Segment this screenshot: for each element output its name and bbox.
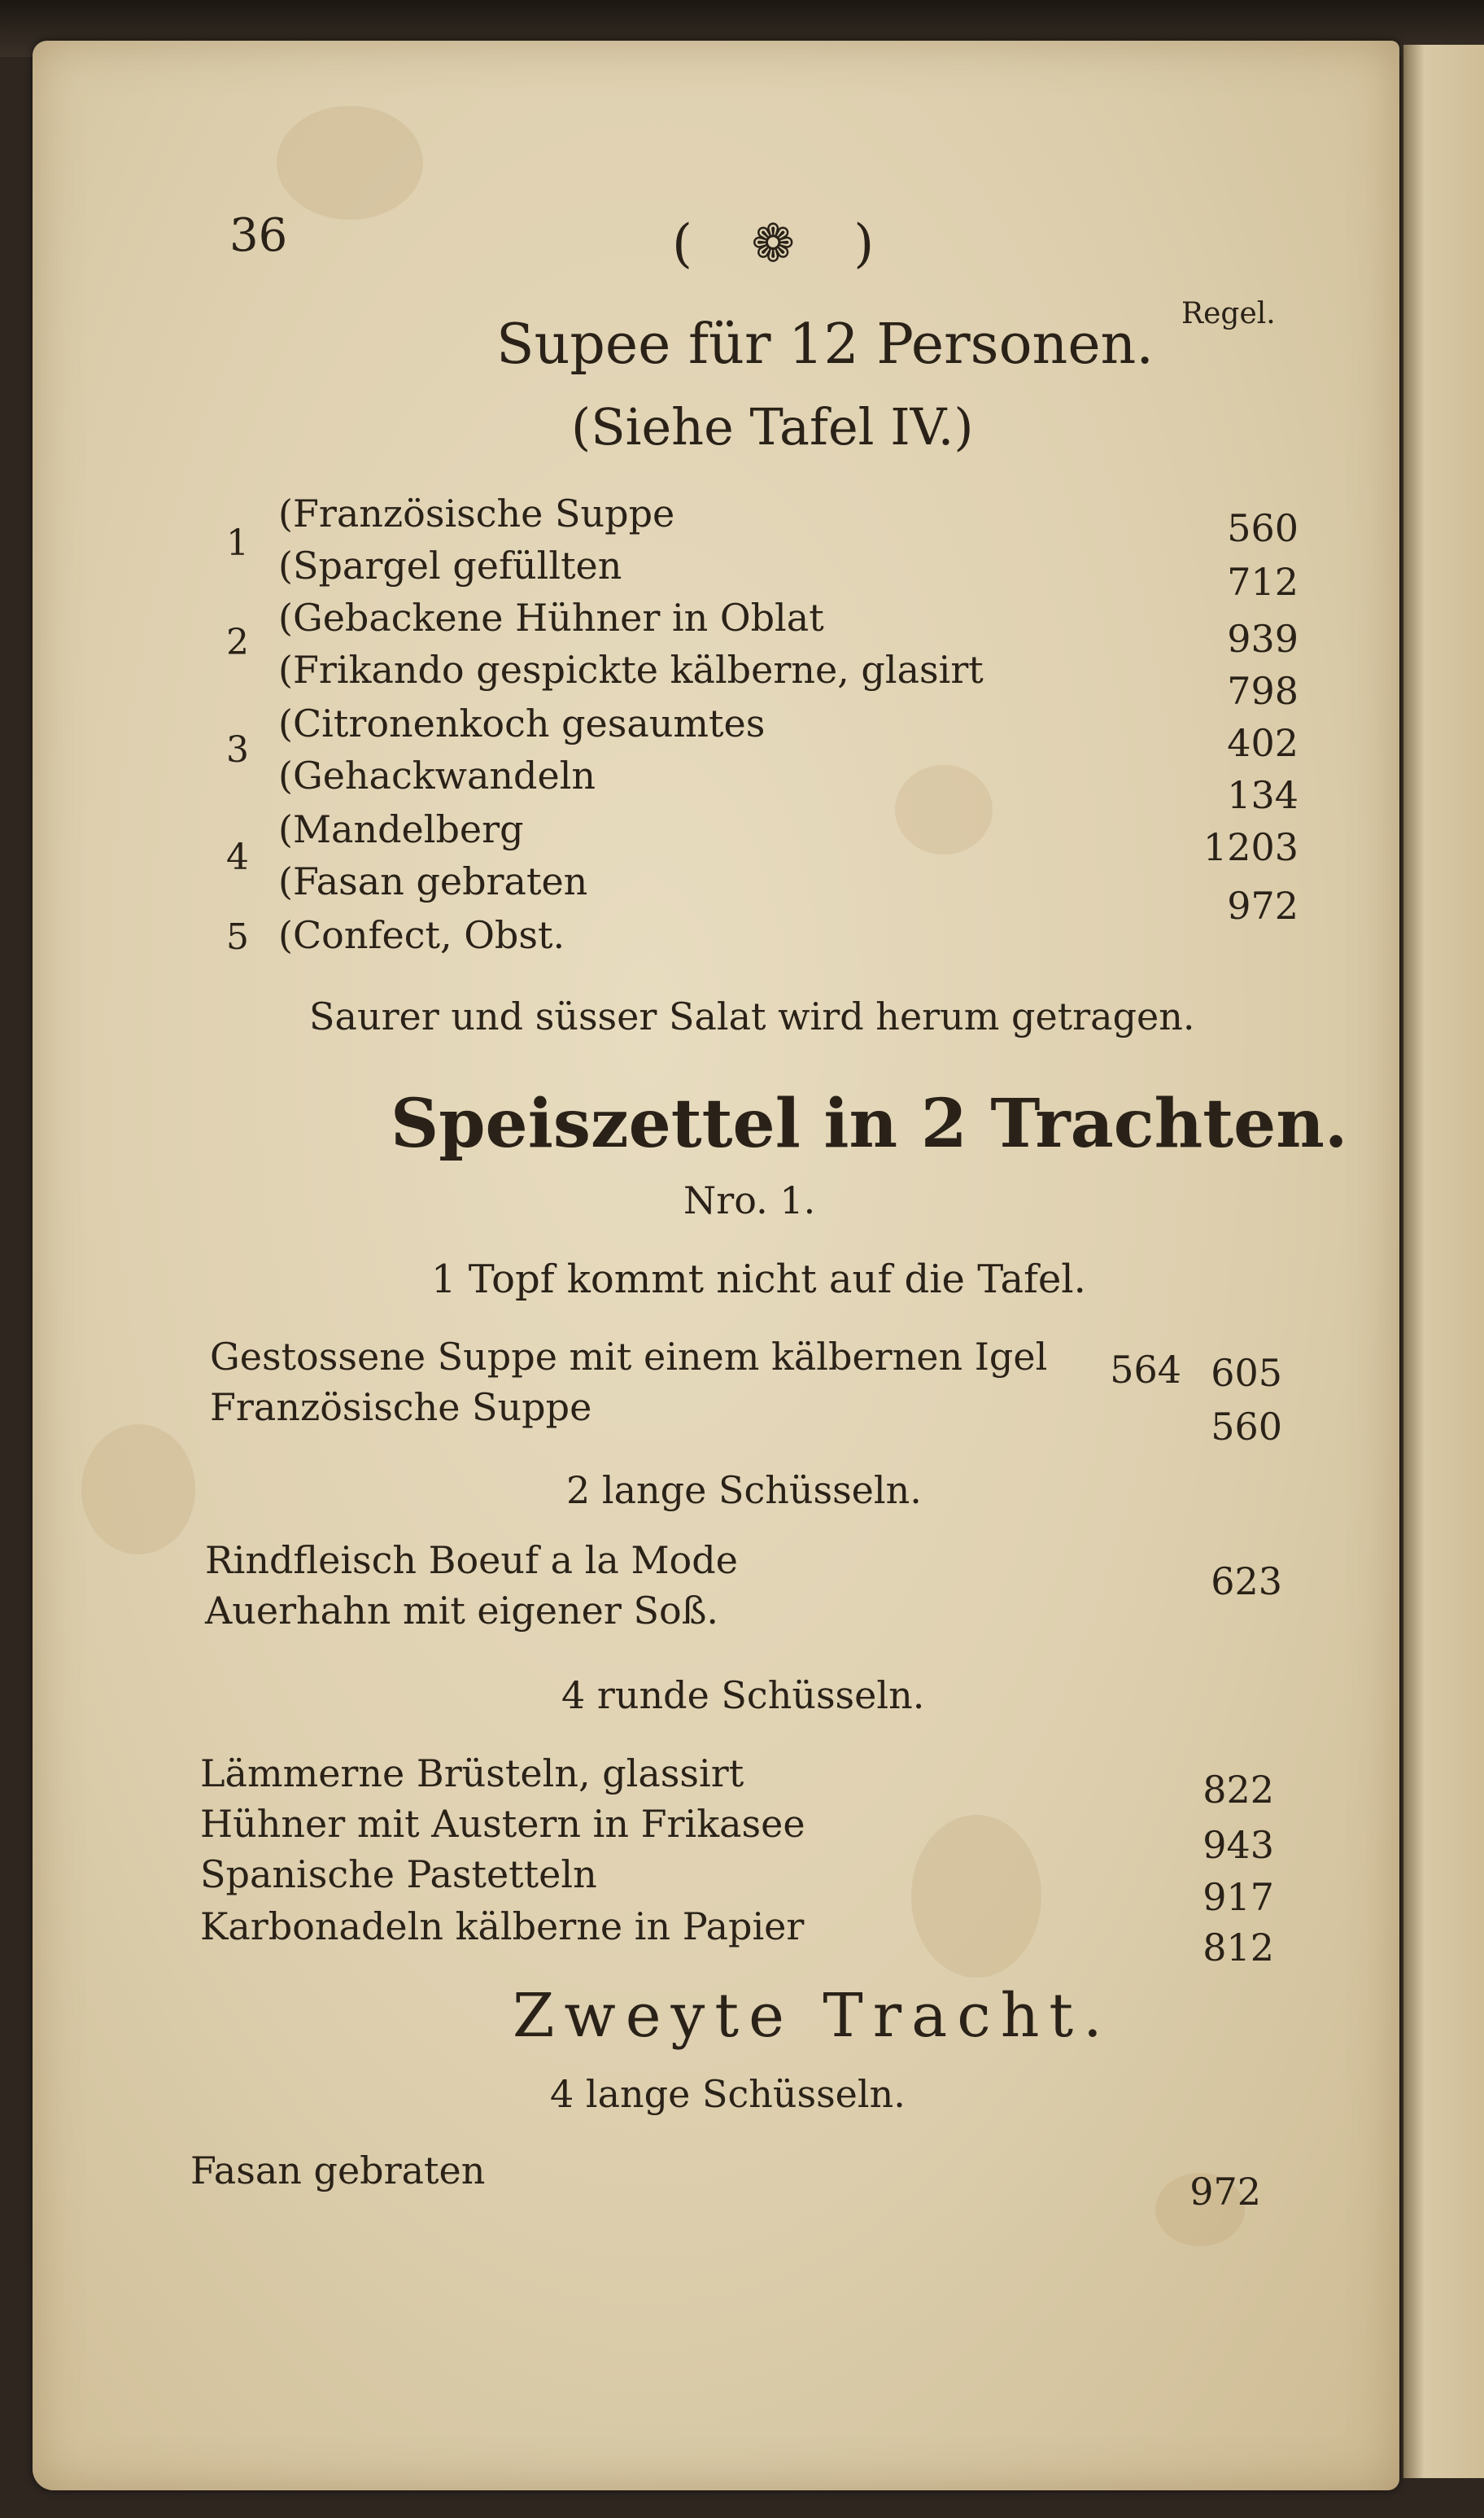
dish-line: (Gebackene Hühner in Oblat <box>278 596 824 640</box>
regel-number: 1203 <box>1202 825 1298 869</box>
regel-number: 939 <box>1227 617 1298 661</box>
topf-note: 1 Topf kommt nicht auf die Tafel. <box>431 1257 1086 1302</box>
dish-line: (Mandelberg <box>278 807 524 851</box>
section-heading: 4 lange Schüsseln. <box>550 2072 906 2116</box>
course-number: 3 <box>226 729 249 771</box>
regel-number: 560 <box>1211 1405 1282 1449</box>
regel-number: 402 <box>1227 721 1298 765</box>
regel-number: 560 <box>1227 506 1298 550</box>
salad-note: Saurer und süsser Salat wird herum getragen. <box>309 995 1195 1038</box>
section-heading: 2 lange Schüsseln. <box>566 1468 922 1512</box>
ornament-header: ( ❁ ) <box>672 214 896 274</box>
page-number: 36 <box>229 209 288 262</box>
menu-title: Speiszettel in 2 Trachten. <box>391 1085 1348 1163</box>
dish-line: (Frikando gespickte kälberne, glasirt <box>278 648 984 692</box>
foxing-stain <box>895 765 993 855</box>
dish-line: Auerhahn mit eigener Soß. <box>205 1589 719 1633</box>
dish-line: Hühner mit Austern in Frikasee <box>200 1802 805 1846</box>
course-number: 2 <box>226 622 249 663</box>
regel-number: 134 <box>1227 773 1298 817</box>
course-number: 4 <box>226 837 249 878</box>
dish-line: (Gehackwandeln <box>278 754 596 798</box>
foxing-stain <box>81 1424 195 1554</box>
dish-line: Karbonadeln kälberne in Papier <box>200 1904 805 1948</box>
table-subtitle: (Siehe Tafel IV.) <box>571 397 974 457</box>
regel-number: 917 <box>1202 1875 1274 1919</box>
section-heading: 4 runde Schüsseln. <box>561 1673 925 1717</box>
regel-number: 798 <box>1227 669 1298 713</box>
regel-number: 822 <box>1202 1768 1274 1812</box>
dish-line: (Französische Suppe <box>278 492 675 536</box>
dish-line: Spanische Pastetteln <box>200 1852 597 1896</box>
regel-number: 605 <box>1211 1351 1282 1395</box>
regel-number: 812 <box>1202 1926 1274 1969</box>
facing-page-edge <box>1401 45 1484 2478</box>
soup-line: Gestossene Suppe mit einem kälbernen Igel <box>210 1335 1048 1379</box>
dish-line: Rindfleisch Boeuf a la Mode <box>205 1538 738 1582</box>
regel-number: 623 <box>1211 1559 1282 1603</box>
table-title: Supee für 12 Personen. <box>496 313 1154 377</box>
regel-number: 972 <box>1227 884 1298 928</box>
dish-line: (Spargel gefüllten <box>278 544 622 588</box>
regel-number: 564 <box>1110 1348 1181 1392</box>
foxing-stain <box>277 106 423 220</box>
dish-line: Fasan gebraten <box>190 2149 486 2192</box>
course-number: 5 <box>226 916 249 958</box>
regel-number: 712 <box>1227 560 1298 604</box>
dish-line: (Fasan gebraten <box>278 859 588 903</box>
second-course-title: Zweyte Tracht. <box>513 1981 1112 2051</box>
dish-line: Lämmerne Brüsteln, glassirt <box>200 1751 744 1795</box>
dish-line: (Confect, Obst. <box>278 913 565 957</box>
course-number: 1 <box>226 522 249 564</box>
foxing-stain <box>911 1815 1041 1978</box>
regel-number: 972 <box>1189 2170 1261 2214</box>
dish-line: (Citronenkoch gesaumtes <box>278 702 766 745</box>
regel-column-label: Regel. <box>1181 297 1276 330</box>
regel-number: 943 <box>1202 1823 1274 1867</box>
menu-number: Nro. 1. <box>683 1178 816 1222</box>
soup-line: Französische Suppe <box>210 1385 592 1429</box>
